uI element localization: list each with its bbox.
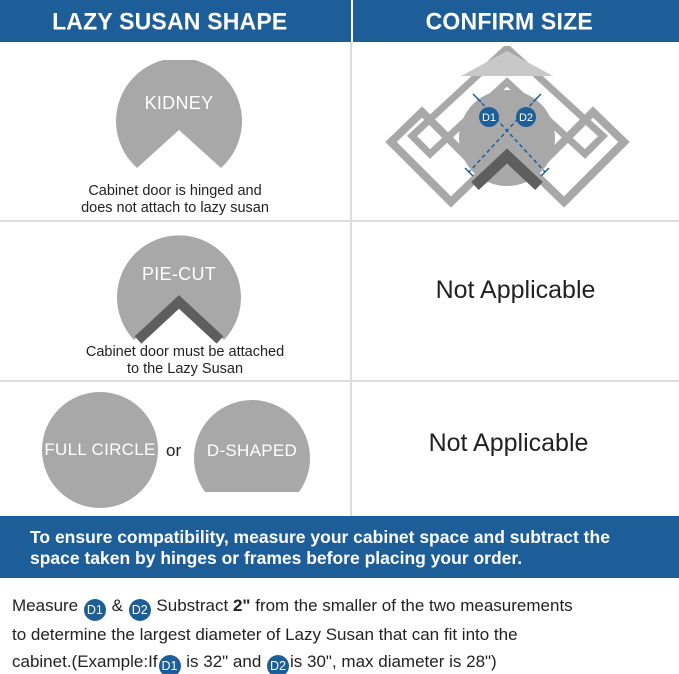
amp-text: & [111, 596, 123, 615]
measure-instructions [12, 592, 676, 674]
measure-line1 [12, 592, 676, 621]
grid-divider-2 [0, 380, 679, 382]
measure-line2: to determine the largest diameter of Lazy Susan that can fit into the [12, 625, 518, 644]
compatibility-banner [0, 516, 679, 578]
d1-example-badge: D1 [159, 655, 181, 674]
piecut-shape [116, 232, 242, 348]
kidney-caption-line2: does not attach to lazy susan [81, 200, 269, 216]
measure-word: Measure [12, 596, 79, 615]
header-bar [0, 0, 679, 42]
header-left-title: LAZY SUSAN SHAPE [52, 6, 288, 35]
banner-line1: To ensure compatibility, measure your cabinet space and subtract the [30, 527, 610, 547]
corner-cabinet-diagram [385, 46, 630, 220]
header-right-title: CONFIRM SIZE [425, 6, 593, 35]
piecut-caption [40, 344, 330, 378]
full-circle-label: FULL CIRCLE [44, 440, 156, 459]
kidney-label: KIDNEY [144, 93, 214, 113]
piecut-label: PIE-CUT [141, 264, 217, 284]
d2-inline-badge: D2 [129, 599, 151, 621]
grid-divider-1 [0, 220, 679, 222]
piecut-caption-line1: Cabinet door must be attached [85, 344, 285, 360]
circle-not-applicable: Not Applicable [428, 429, 589, 457]
measure-line3 [12, 648, 676, 674]
banner-line2: space taken by hinges or frames before placing your order. [30, 548, 523, 568]
substract-text: Substract [156, 596, 229, 615]
d1-inline-badge: D1 [84, 599, 106, 621]
kidney-caption [40, 183, 310, 217]
kidney-shape [115, 60, 243, 172]
header-divider [351, 0, 353, 42]
d2-example-badge: D2 [267, 655, 289, 674]
example-text-a: cabinet.(Example:If [12, 652, 158, 671]
smaller-text: from the smaller of the two measurements [255, 596, 573, 615]
comparison-grid [0, 42, 679, 516]
example-text-b: is 32" and [186, 652, 262, 671]
piecut-caption-line2: to the Lazy Susan [126, 361, 244, 377]
kidney-caption-line1: Cabinet door is hinged and [88, 183, 262, 199]
d1-badge-text: D1 [481, 112, 497, 124]
two-inch-text: 2" [232, 596, 251, 615]
piecut-not-applicable: Not Applicable [435, 276, 596, 304]
example-text-c: is 30", max diameter is 28") [290, 652, 497, 671]
d-shaped-label: D-SHAPED [206, 441, 298, 460]
or-text: or [166, 441, 182, 460]
d2-badge-text: D2 [518, 112, 534, 124]
